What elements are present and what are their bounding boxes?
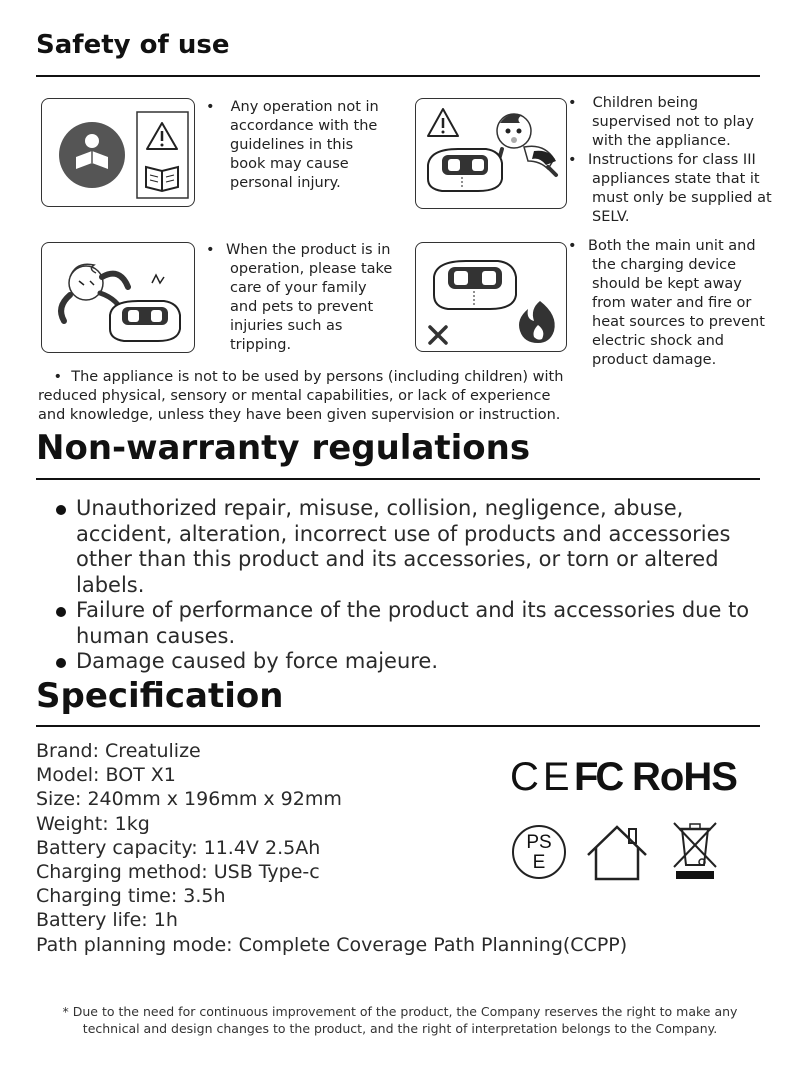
read-manual-icon [59,122,125,188]
spec-weight: Weight: 1kg [36,812,150,835]
bullet-icon [56,607,66,617]
certification-marks [510,755,760,895]
ce-mark: CE [510,755,574,799]
bullet-icon [56,505,66,515]
warranty-title: Non-warranty regulations [36,428,531,468]
warning-icon [147,123,177,149]
spec-model: Model: BOT X1 [36,764,176,787]
book-icon [146,167,178,191]
baby-icon [497,114,556,175]
robot-vacuum-icon [434,261,516,309]
pse-mark: PS E [512,825,566,879]
spec-path-planning: Path planning mode: Complete Coverage Path Planning(CCPP) [36,933,628,956]
footnote: * Due to the need for continuous improvement of the product, the Company reserves the right to make any technical and design changes to the product, and the right of interpretation belongs to the Company. [62,1004,738,1036]
section-divider [36,478,760,480]
section-divider [36,725,760,727]
safety-note-capabilities: • The appliance is not to be used by persons (including children) with reduced physical, sensory or mental capabilities, or lack of experience and knowledge, unless they have been given supervision or instruction. [38,369,564,423]
safety-note-manual: • Any operation not in accordance with the guidelines in this book may cause personal injury. [206,99,379,191]
child-supervision-illustration [415,98,567,209]
list-item: Damage caused by force majeure. [56,649,756,675]
read-manual-illustration [41,98,195,207]
tripping-illustration [41,242,195,353]
water-fire-illustration [415,242,567,352]
spec-battery-life: Battery life: 1h [36,909,178,932]
spec-battery-capacity: Battery capacity: 11.4V 2.5Ah [36,836,321,859]
list-item: Failure of performance of the product and its accessories due to human causes. [56,598,756,649]
safety-note-tripping: • When the product is in operation, please take care of your family and pets to prevent injuries such as tripping. [206,242,393,353]
robot-vacuum-icon [428,149,502,191]
warranty-list [56,496,756,675]
spec-size: Size: 240mm x 196mm x 92mm [36,788,342,811]
home-icon [584,823,650,883]
spec-brand: Brand: Creatulize [36,740,201,762]
bullet-icon [56,658,66,668]
section-divider [36,75,760,77]
fire-icon [519,301,555,343]
spec-title: Specification [36,676,284,716]
rohs-mark: RoHS [632,755,737,799]
safety-title: Safety of use [36,30,230,60]
fc-mark: FC [574,755,622,799]
weee-bin-icon [670,819,720,881]
no-icon [430,327,446,343]
spec-charging-method: Charging method: USB Type-c [36,861,320,884]
safety-note-water-fire: • Both the main unit and the charging device should be kept away from water and fire or heat sources to prevent electric shock and product damage. [568,238,765,368]
safety-note-children: • Children being supervised not to play with the appliance. • Instructions for class III appliances state that it must only be supplied at SELV. [568,95,772,225]
robot-vacuum-icon [110,301,180,341]
warning-icon [428,109,458,136]
spec-charging-time: Charging time: 3.5h [36,885,226,908]
list-item: Unauthorized repair, misuse, collision, negligence, abuse, accident, alteration, incorrect use of products and accessories other than this product and its accessories, or torn or altered labels. [56,496,756,598]
